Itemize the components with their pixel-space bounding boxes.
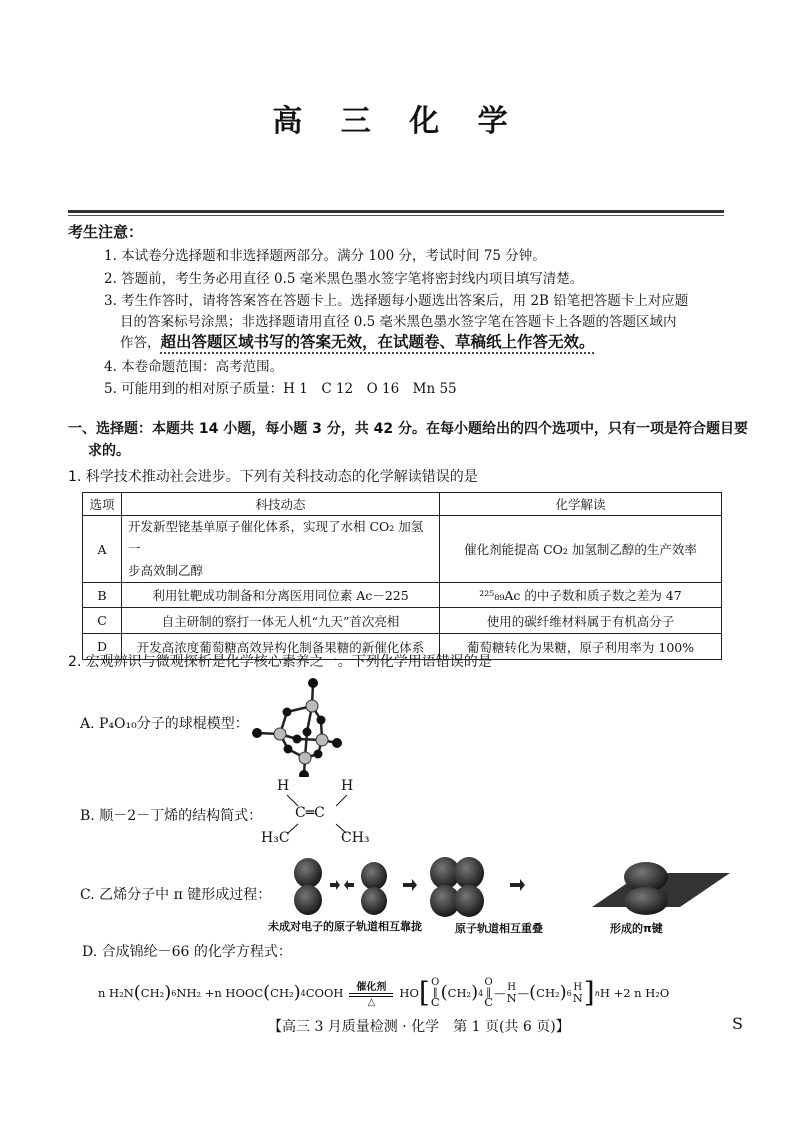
- eq-subscript: 6: [566, 988, 572, 998]
- eq-atom: H: [507, 981, 516, 993]
- table-row: [83, 608, 722, 634]
- cis-2-butene-structure: [261, 778, 375, 848]
- eq-term: CH₂: [447, 986, 472, 1001]
- news-cell: 开发高浓度葡萄糖高效异构化制备果糖的新催化体系: [122, 634, 440, 660]
- page-title: 高 三 化 学: [272, 104, 522, 139]
- page-mark: S: [732, 1014, 743, 1033]
- reading-cell: 使用的碳纤维材料属于有机高分子: [440, 608, 722, 634]
- table-header: 化学解读: [440, 493, 722, 516]
- atom-label: H: [341, 778, 354, 794]
- divider: [68, 215, 724, 216]
- news-cell: 步高效制乙醇: [128, 563, 204, 578]
- eq-atom: N: [572, 990, 583, 1005]
- option-a-label: A. P₄O₁₀分子的球棍模型：: [80, 716, 249, 732]
- notice-emphasis: 超出答题区域书写的答案无效，在试题卷、草稿纸上作答无效。: [160, 333, 595, 351]
- caption: 未成对电子的原子轨道相互靠拢: [268, 920, 422, 933]
- eq-term: COOH: [305, 986, 344, 1001]
- eq-term: NH₂ +n HOOC: [176, 986, 264, 1001]
- eq-atom: H: [573, 981, 583, 993]
- eq-bond: ‖: [432, 987, 438, 998]
- reading-cell: 催化剂能提高 CO₂ 加氢制乙醇的生产效率: [440, 516, 722, 583]
- table-header: 选项: [83, 493, 122, 516]
- notice-item: 5. 可能用到的相对原子质量：H 1 C 12 O 16 Mn 55: [104, 381, 457, 397]
- atom-label: H: [277, 778, 290, 794]
- eq-term: CH₂: [140, 986, 165, 1001]
- reading-cell: 葡萄糖转化为果糖，原子利用率为 100%: [440, 634, 722, 660]
- divider: [68, 210, 724, 213]
- news-cell: 自主研制的察打一体无人机“九天”首次亮相: [122, 608, 440, 634]
- double-bond-label: C═C: [295, 805, 325, 821]
- notice-item: 2. 答题前，考生务必用直径 0.5 毫米黑色墨水签字笔将密封线内项目填写清楚。: [104, 271, 584, 287]
- eq-term: n H₂N: [98, 986, 134, 1001]
- nylon-66-equation: n H₂N ( CH₂ ) 6 NH₂ +n HOOC ( CH₂ ) 4 COOH 催化剂 △ HO [ O ‖ C ( CH₂ ) 4 O ‖ C — H N — ( CH₂ ) 6 H N ] n H +2 n H₂O: [98, 976, 670, 1010]
- eq-atom: N: [506, 990, 517, 1005]
- option-cell: B: [83, 583, 122, 608]
- news-cell: 开发新型铑基单原子催化体系，实现了水相 CO₂ 加氢一: [128, 519, 424, 556]
- notice-item: 4. 本卷命题范围：高考范围。: [104, 359, 284, 375]
- eq-subscript: 6: [171, 988, 177, 998]
- table-row: [83, 583, 722, 608]
- eq-atom: O: [484, 977, 493, 988]
- question-1-stem: 1. 科学技术推动社会进步。下列有关科技动态的化学解读错误的是: [68, 469, 478, 485]
- eq-subscript: 4: [300, 988, 306, 998]
- heat-label: △: [367, 997, 376, 1009]
- eq-subscript: 4: [478, 988, 484, 998]
- bond-lines: [265, 778, 375, 848]
- eq-atom: C: [484, 995, 494, 1009]
- notice-item: 3. 考生作答时，请将答案答在答题卡上。选择题每小题选出答案后，用 2B 铅笔把答题卡上对应题: [104, 293, 689, 309]
- caption: 形成的π键: [610, 922, 663, 935]
- section-heading: 一、选择题：本题共 14 小题，每小题 3 分，共 42 分。在每小题给出的四个选项中，只有一项是符合题目要: [68, 421, 748, 437]
- option-cell: D: [83, 634, 122, 660]
- page-footer: 【高三 3 月质量检测 · 化学 第 1 页(共 6 页)】: [268, 1019, 570, 1035]
- option-b-label: B. 顺－2－丁烯的结构简式：: [80, 808, 263, 824]
- eq-atom: C: [430, 995, 440, 1009]
- news-cell: 利用钍靶成功制备和分离医用同位素 Ac－225: [122, 583, 440, 608]
- section-heading: 求的。: [88, 443, 130, 459]
- eq-subscript: n: [594, 988, 600, 998]
- notice-item: [120, 330, 595, 352]
- notice-item: 1. 本试卷分选择题和非选择题两部分。满分 100 分，考试时间 75 分钟。: [104, 248, 546, 264]
- table-row: [83, 516, 722, 583]
- catalyst-label: 催化剂: [356, 982, 387, 994]
- eq-atom: O: [431, 977, 440, 988]
- option-cell: C: [83, 608, 122, 634]
- eq-term: CH₂: [536, 986, 560, 1001]
- option-c-label: C. 乙烯分子中 π 键形成过程：: [80, 887, 272, 903]
- eq-bond: ‖: [486, 987, 492, 998]
- reading-cell: ²²⁵₈₉Ac 的中子数和质子数之差为 47: [440, 583, 722, 608]
- reversible-arrow: [349, 978, 393, 1008]
- question-2-stem: 2. 宏观辨识与微观探析是化学核心素养之一。下列化学用语错误的是: [68, 654, 492, 670]
- option-cell: A: [83, 516, 122, 583]
- p4o10-ball-stick-model: [245, 672, 355, 777]
- notice-item: 目的答案标号涂黑；非选择题请用直径 0.5 毫米黑色墨水签字笔在答题卡上各题的答题区域内: [120, 314, 677, 330]
- notice-heading: 考生注意：: [68, 223, 144, 241]
- eq-term: CH₂: [270, 986, 294, 1001]
- table-header: 科技动态: [122, 493, 440, 516]
- eq-term: HO: [399, 986, 419, 1001]
- atom-label: CH₃: [341, 830, 370, 846]
- atom-label: H₃C: [261, 830, 290, 846]
- option-d-label: D. 合成锦纶－66 的化学方程式：: [82, 944, 292, 960]
- question-1-table: [82, 492, 722, 660]
- pi-bond-formation-diagram: [280, 855, 760, 925]
- notice-text: 作答，: [120, 335, 161, 351]
- eq-term: H +2 n H₂O: [599, 986, 670, 1001]
- caption: 原子轨道相互重叠: [455, 922, 543, 935]
